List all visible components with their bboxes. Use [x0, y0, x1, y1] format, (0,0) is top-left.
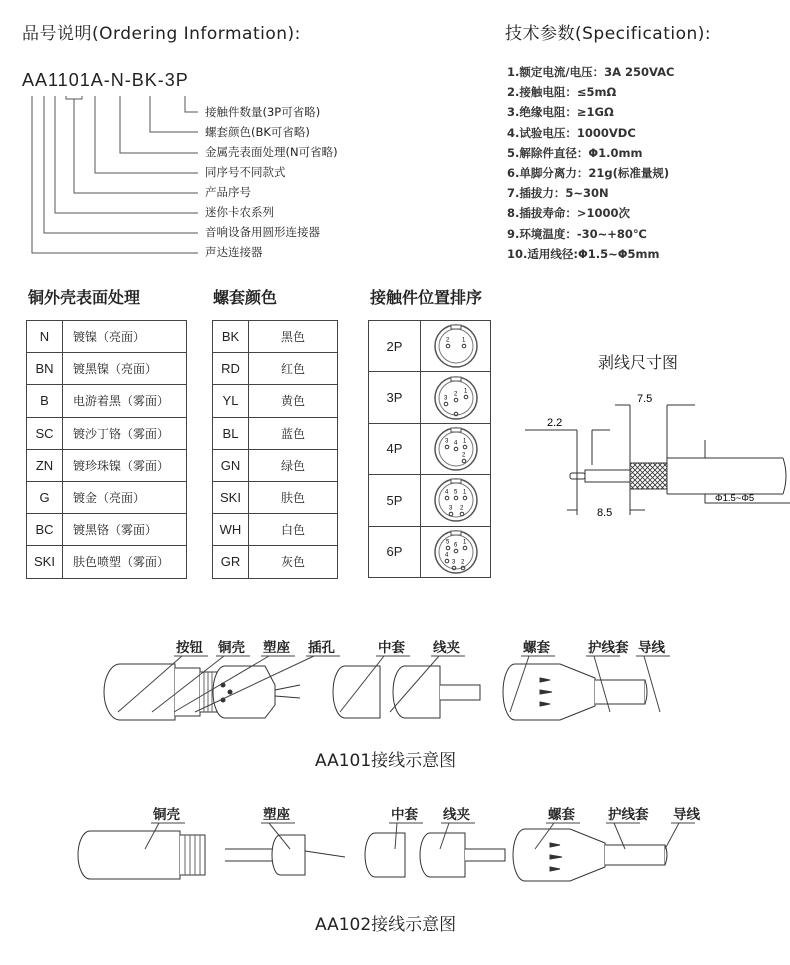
pin	[445, 445, 449, 449]
code-cell: RD	[213, 353, 249, 385]
spec-item: 1.额定电流/电压：3A 250VAC	[507, 65, 675, 79]
aa101-part-labels	[90, 636, 710, 656]
description-cell: 黑色	[249, 321, 338, 353]
table-row	[369, 321, 491, 372]
pin-count-cell: 6P	[369, 526, 421, 577]
pin	[444, 402, 448, 406]
aa101-caption: AA101接线示意图	[315, 751, 457, 771]
description-cell: 白色	[249, 514, 338, 546]
pin	[454, 549, 458, 553]
table-row	[213, 385, 338, 417]
spec-item: 4.试验电压：1000VDC	[507, 125, 636, 140]
pin	[460, 513, 464, 517]
pin-number: 4	[444, 552, 448, 559]
pin	[462, 459, 466, 463]
table-row	[213, 321, 338, 353]
contacts-table	[368, 320, 491, 578]
pin-number: 1	[462, 438, 466, 445]
contacts-title: 接触件位置排序	[370, 288, 483, 307]
color-table	[212, 320, 338, 579]
table-row	[213, 546, 338, 578]
pin	[463, 497, 467, 501]
dim-7-5: 7.5	[637, 393, 653, 405]
pin-layout-cell	[421, 475, 491, 526]
legend-item: 接触件数量(3P可省略)	[205, 105, 321, 119]
pin-number: 3	[448, 505, 452, 512]
table-row	[213, 417, 338, 449]
part-label: 铜壳	[218, 640, 245, 656]
code-cell: SC	[27, 417, 63, 449]
code-cell: BL	[213, 417, 249, 449]
code-cell: BK	[213, 321, 249, 353]
pin	[445, 559, 449, 563]
description-cell: 镀沙丁铬（雾面）	[63, 417, 187, 449]
code-cell: N	[27, 321, 63, 353]
code-cell: BN	[27, 353, 63, 385]
description-cell: 电游着黑（雾面）	[63, 385, 187, 417]
pin-number: 3	[451, 559, 455, 566]
legend-item: 迷你卡农系列	[205, 205, 274, 219]
pin	[454, 447, 458, 451]
pin-layout-cell	[421, 372, 491, 423]
aa102-caption: AA102接线示意图	[315, 915, 457, 935]
pin-number: 2	[445, 337, 449, 344]
pin-number: 5	[445, 539, 449, 546]
code-cell: SKI	[213, 481, 249, 513]
description-cell: 红色	[249, 353, 338, 385]
pin-number: 6	[453, 542, 457, 549]
pin	[454, 398, 458, 402]
part-label: 中套	[391, 807, 418, 823]
table-row	[27, 385, 187, 417]
description-cell: 蓝色	[249, 417, 338, 449]
description-cell: 镀镍（亮面）	[63, 321, 187, 353]
description-cell: 灰色	[249, 546, 338, 578]
pin-number: 4	[444, 489, 448, 496]
pin-count-cell: 2P	[369, 321, 421, 372]
ordering-legend	[205, 102, 338, 262]
pin-layout-icon	[433, 323, 479, 369]
pin	[454, 497, 458, 501]
pin-number: 2	[459, 505, 463, 512]
leader-lines	[90, 652, 710, 722]
part-label: 塑座	[263, 807, 290, 823]
description-cell: 肤色	[249, 481, 338, 513]
pin-count-cell: 5P	[369, 475, 421, 526]
table-row	[213, 449, 338, 481]
pin-number: 1	[462, 539, 466, 546]
pin-number: 1	[462, 489, 466, 496]
leader-lines	[75, 819, 695, 889]
pin-number: 5	[453, 489, 457, 496]
table-row	[27, 353, 187, 385]
pin-count-cell: 4P	[369, 423, 421, 474]
part-label: 护线套	[588, 640, 629, 656]
pin-number: 2	[460, 559, 464, 566]
part-label: 螺套	[548, 807, 575, 823]
code-cell: SKI	[27, 546, 63, 578]
part-label: 线夹	[433, 640, 460, 656]
table-row	[27, 514, 187, 546]
description-cell: 镀金（亮面）	[63, 481, 187, 513]
pin	[446, 344, 450, 348]
part-label: 塑座	[263, 640, 290, 656]
pin-layout-icon	[433, 477, 479, 523]
table-row	[369, 526, 491, 577]
pin-number: 1	[461, 337, 465, 344]
description-cell: 黄色	[249, 385, 338, 417]
aa102-part-labels	[75, 803, 700, 823]
color-title: 螺套颜色	[213, 288, 278, 307]
pin-layout-cell	[421, 321, 491, 372]
code-cell: YL	[213, 385, 249, 417]
spec-item: 6.单脚分离力：21g(标准量规)	[507, 166, 670, 181]
table-row	[369, 423, 491, 474]
part-label: 护线套	[608, 807, 649, 823]
pin-number: 3	[443, 395, 447, 402]
spec-item: 9.环境温度：-30~+80℃	[507, 226, 647, 241]
spec-item: 7.插拔力：5~30N	[507, 186, 609, 201]
code-cell: BC	[27, 514, 63, 546]
legend-item: 螺套颜色(BK可省略)	[205, 125, 310, 139]
finish-table	[26, 320, 187, 579]
table-row	[27, 417, 187, 449]
spec-list	[507, 62, 674, 264]
ordering-title: 品号说明(Ordering Information):	[22, 24, 301, 44]
part-label: 铜壳	[153, 807, 180, 823]
code-cell: WH	[213, 514, 249, 546]
description-cell: 肤色喷塑（雾面）	[63, 546, 187, 578]
description-cell: 镀黑镍（亮面）	[63, 353, 187, 385]
finish-title: 铜外壳表面处理	[28, 288, 141, 307]
table-row	[213, 481, 338, 513]
pin-count-cell: 3P	[369, 372, 421, 423]
pin-number: 2	[453, 391, 457, 398]
dim-8-5: 8.5	[597, 507, 613, 519]
description-cell: 镀珍珠镍（雾面）	[63, 449, 187, 481]
description-cell: 镀黑铬（雾面）	[63, 514, 187, 546]
table-row	[369, 372, 491, 423]
code-cell: GR	[213, 546, 249, 578]
pin-number: 1	[463, 388, 467, 395]
pin	[463, 445, 467, 449]
pin-number: 2	[461, 452, 465, 459]
legend-item: 产品序号	[205, 185, 251, 199]
dim-diameter: Φ1.5~Φ5	[715, 493, 755, 504]
pin-layout-icon	[433, 375, 479, 421]
part-label: 按钮	[176, 640, 203, 656]
pin	[449, 513, 453, 517]
pin-layout-cell	[421, 526, 491, 577]
table-row	[369, 475, 491, 526]
description-cell: 绿色	[249, 449, 338, 481]
strip-title: 剥线尺寸图	[598, 353, 679, 372]
legend-item: 声达连接器	[205, 245, 263, 259]
table-row	[27, 546, 187, 578]
pin	[446, 546, 450, 550]
code-cell: G	[27, 481, 63, 513]
part-label: 导线	[638, 640, 665, 656]
part-label: 导线	[673, 807, 700, 823]
pin	[445, 497, 449, 501]
table-row	[213, 353, 338, 385]
code-cell: ZN	[27, 449, 63, 481]
code-cell: B	[27, 385, 63, 417]
spec-item: 2.接触电阻：≤5mΩ	[507, 85, 617, 100]
strip-diagram	[525, 385, 790, 530]
spec-item: 3.绝缘电阻：≥1GΩ	[507, 105, 614, 120]
table-row	[213, 514, 338, 546]
part-label: 中套	[378, 640, 405, 656]
spec-item: 10.适用线径:Φ1.5~Φ5mm	[507, 246, 660, 261]
spec-item: 8.插拔寿命：>1000次	[507, 206, 631, 221]
code-cell: GN	[213, 449, 249, 481]
part-label: 插孔	[308, 640, 335, 656]
pin-layout-icon	[433, 529, 479, 575]
table-row	[27, 321, 187, 353]
legend-item: 金属壳表面处理(N可省略)	[205, 145, 338, 159]
spec-title: 技术参数(Specification):	[505, 24, 712, 44]
legend-item: 音响设备用圆形连接器	[205, 225, 320, 239]
pin-layout-icon	[433, 426, 479, 472]
dim-2-2: 2.2	[547, 417, 563, 429]
pin-number: 3	[444, 438, 448, 445]
spec-item: 5.解除件直径：Φ1.0mm	[507, 145, 643, 160]
pin-layout-cell	[421, 423, 491, 474]
table-row	[27, 449, 187, 481]
table-row	[27, 481, 187, 513]
model-code: AA1101A-N-BK-3P	[22, 70, 189, 90]
ordering-leader-lines	[0, 0, 220, 270]
legend-item: 同序号不同款式	[205, 165, 286, 179]
part-label: 螺套	[523, 640, 550, 656]
pin-number: 4	[453, 440, 457, 447]
pin	[464, 395, 468, 399]
pin	[462, 344, 466, 348]
part-label: 线夹	[443, 807, 470, 823]
pin	[463, 546, 467, 550]
